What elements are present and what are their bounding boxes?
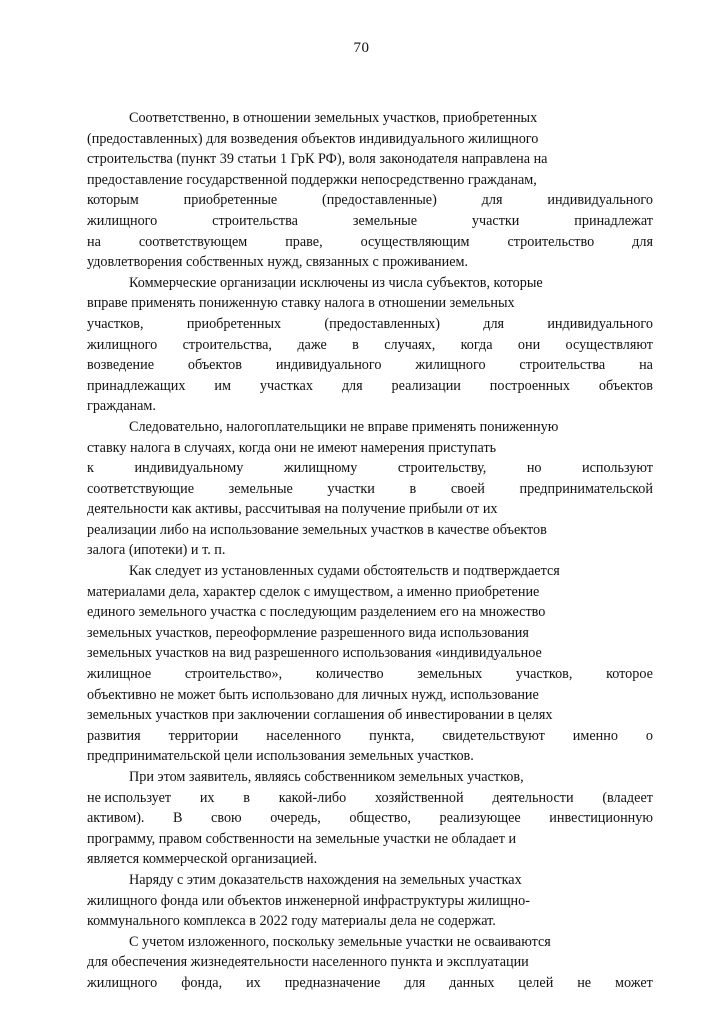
word: может (615, 974, 653, 991)
text-line: является коммерческой организацией. (87, 851, 318, 868)
word: своей (450, 480, 485, 497)
word: не (577, 974, 592, 991)
word: в (352, 336, 359, 353)
word: строительство (507, 233, 595, 250)
word: которое (606, 666, 653, 683)
word: какой-либо (278, 789, 347, 806)
word: объектов (598, 377, 653, 394)
text-line: предпринимательской цели использования земельных участков. (87, 748, 474, 765)
text-line: (предоставленных) для возведения объектов индивидуального жилищного (87, 130, 539, 147)
word: их (199, 789, 215, 806)
paragraph (87, 932, 653, 994)
word: развития (87, 727, 141, 744)
word: населенного (266, 727, 342, 744)
word: принадлежат (574, 212, 653, 229)
paragraph (87, 870, 653, 932)
word: очередь, (270, 810, 321, 827)
word: земельных (417, 666, 483, 683)
text-line: залога (ипотеки) и т. п. (87, 542, 226, 559)
word: соответствующем (138, 233, 248, 250)
word: жилищное (87, 666, 152, 683)
word: им (214, 377, 231, 394)
text-line: С учетом изложенного, поскольку земельные участки не осваиваются (129, 933, 551, 950)
text-line (87, 479, 653, 500)
word: на (87, 233, 101, 250)
word: участки (471, 212, 520, 229)
text-line (87, 232, 653, 253)
text-line: коммунального комплекса в 2022 году материалы дела не содержат. (87, 913, 496, 930)
word: о (645, 727, 653, 744)
word: соответствующие (87, 480, 195, 497)
word: жилищного (415, 357, 486, 374)
word: (владеет (602, 789, 653, 806)
word: строительство», (184, 666, 283, 683)
text-line: объективно не может быть использовано для личных нужд, использование (87, 686, 539, 703)
text-line: программу, правом собственности на земельные участки не обладает и (87, 830, 517, 847)
word: количество (315, 666, 384, 683)
word: жилищного (87, 336, 158, 353)
text-line: земельных участков, переоформление разрешенного вида использования (87, 624, 529, 641)
text-line: жилищного фонда или объектов инженерной инфраструктуры жилищно- (87, 892, 530, 909)
word: к (87, 460, 94, 477)
word: праве, (285, 233, 323, 250)
word: фонда, (181, 974, 223, 991)
word: в (243, 789, 250, 806)
text-line: Соответственно, в отношении земельных участков, приобретенных (129, 110, 538, 126)
text-line (87, 808, 653, 829)
text-line: Следовательно, налогоплательщики не вправе применять пониженную (129, 418, 559, 435)
word: участков, (87, 315, 144, 332)
text-line (87, 788, 653, 809)
text-line: Коммерческие организации исключены из числа субъектов, которые (129, 274, 543, 291)
word: даже (297, 336, 327, 353)
text-line (87, 664, 653, 685)
word: предназначение (284, 974, 381, 991)
word: индивидуальному (134, 460, 244, 477)
word: для (481, 192, 503, 209)
word: приобретенные (183, 192, 278, 209)
text-line: Как следует из установленных судами обстоятельств и подтверждается (129, 563, 560, 580)
text-line (87, 973, 653, 994)
word: для (483, 315, 505, 332)
word: жилищного (87, 974, 158, 991)
text-line (87, 314, 653, 335)
word: не использует (87, 789, 172, 806)
word: хозяйственной (374, 789, 464, 806)
text-line: предоставление государственной поддержки непосредственно гражданам, (87, 171, 537, 188)
word: жилищному (283, 460, 358, 477)
word: участки (327, 480, 375, 497)
text-line (87, 211, 653, 232)
word: осуществляющим (360, 233, 470, 250)
word: они (517, 336, 541, 353)
text-line: земельных участков на вид разрешенного использования «индивидуальное (87, 645, 542, 662)
word: для (632, 233, 653, 250)
text-line: вправе применять пониженную ставку налога в отношении земельных (87, 295, 515, 312)
word: именно (572, 727, 618, 744)
text-line: деятельности как активы, рассчитывая на получение прибыли от их (87, 501, 498, 518)
word: деятельности (492, 789, 574, 806)
text-line: материалами дела, характер сделок с имуществом, а именно приобретение (87, 583, 540, 600)
text-line: удовлетворения собственных нужд, связанных с проживанием. (87, 254, 469, 271)
word: пункта, (369, 727, 415, 744)
word: возведение (87, 357, 155, 374)
text-line (87, 458, 653, 479)
word: земельные (228, 480, 293, 497)
word: реализующее (439, 810, 521, 827)
text-line (87, 190, 653, 211)
word: их (246, 974, 261, 991)
word: территории (168, 727, 239, 744)
word: (предоставленные) (322, 192, 437, 209)
text-line: строительства (пункт 39 статьи 1 ГрК РФ), воля законодателя направлена на (87, 151, 548, 168)
word: приобретенных (186, 315, 282, 332)
word: реализации (391, 377, 461, 394)
word: когда (460, 336, 493, 353)
page-number: 70 (353, 40, 370, 56)
word: которым (87, 192, 139, 209)
text-line (87, 376, 653, 397)
text-line (87, 726, 653, 747)
word: случаях, (384, 336, 436, 353)
word: для (404, 974, 426, 991)
word: целей (518, 974, 554, 991)
word: свидетельствуют (442, 727, 545, 744)
body-text (87, 108, 653, 994)
word: инвестиционную (549, 810, 653, 827)
paragraph (87, 108, 653, 273)
word: строительства, (182, 336, 272, 353)
text-line: При этом заявитель, являясь собственником земельных участков, (129, 769, 524, 785)
text-line: гражданам. (87, 398, 156, 415)
word: используют (582, 460, 653, 477)
word: В (173, 810, 183, 827)
word: общество, (349, 810, 411, 827)
text-line: для обеспечения жизнедеятельности населенного пункта и эксплуатации (87, 954, 529, 971)
word: жилищного (87, 212, 158, 229)
word: индивидуального (547, 192, 653, 209)
paragraph (87, 767, 653, 870)
text-line: ставку налога в случаях, когда они не имеют намерения приступать (87, 439, 497, 456)
word: построенных (489, 377, 570, 394)
word: в (409, 480, 417, 497)
word: данных (449, 974, 495, 991)
word: объектов (187, 357, 242, 374)
word: участках (259, 377, 313, 394)
text-line: реализации либо на использование земельных участков в качестве объектов (87, 521, 547, 538)
word: строительства (212, 212, 298, 229)
text-line: земельных участков при заключении соглашения об инвестировании в целях (87, 707, 553, 724)
word: предпринимательской (519, 480, 653, 497)
text-line (87, 335, 653, 356)
word: на (639, 357, 653, 374)
word: (предоставленных) (324, 315, 440, 332)
text-line: Наряду с этим доказательств нахождения на земельных участках (129, 871, 522, 888)
word: строительству, (397, 460, 487, 477)
paragraph (87, 561, 653, 767)
word: строительства (519, 357, 606, 374)
paragraph (87, 273, 653, 417)
word: осуществляют (565, 336, 653, 353)
word: земельные (352, 212, 417, 229)
paragraph (87, 417, 653, 561)
word: индивидуального (547, 315, 653, 332)
word: но (526, 460, 542, 477)
word: участков, (515, 666, 573, 683)
word: свою (211, 810, 242, 827)
text-line (87, 355, 653, 376)
word: индивидуального (275, 357, 382, 374)
text-line: единого земельного участка с последующим разделением его на множество (87, 604, 546, 621)
word: активом). (87, 810, 145, 827)
word: принадлежащих (87, 377, 186, 394)
word: для (341, 377, 363, 394)
